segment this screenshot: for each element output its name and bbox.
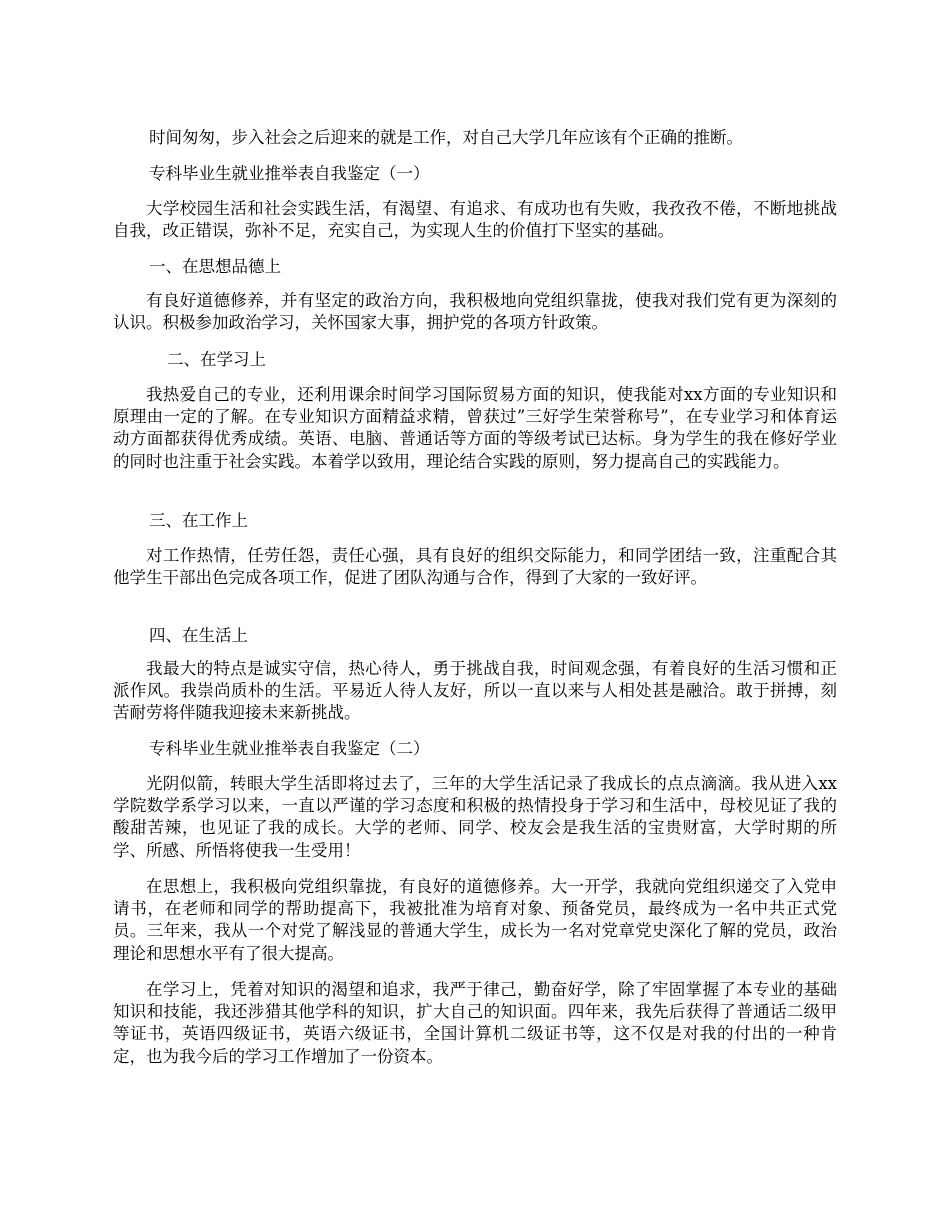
intro-line: 时间匆匆，步入社会之后迎来的就是工作，对自己大学几年应该有个正确的推断。 bbox=[149, 128, 743, 147]
paragraph-1: 大学校园生活和社会实践生活，有渴望、有追求、有成功也有失败，我孜孜不倦，不断地挑战自我，改正错误，弥补不足，充实自己，为实现人生的价值打下坚实的基础。 bbox=[113, 199, 837, 241]
paragraph-8: 在学习上，凭着对知识的渴望和追求，我严于律己，勤奋好学，除了牢固掌握了本专业的基础知识和技能，我还涉猎其他学科的知识，扩大自己的知识面。四年来，我先后获得了普通话二级甲等证书，英语四级证书，英语六级证书，全国计算机二级证书等，这不仅是对我的付出的一种肯定，也为我今后的学习工作增加了一份资本。 bbox=[113, 980, 837, 1066]
paragraph-6: 光阴似箭，转眼大学生活即将过去了，三年的大学生活记录了我成长的点点滴滴。我从进入xx学院数学系学习以来，一直以严谨的学习态度和积极的热情投身于学习和生活中，母校见证了我的酸甜苦辣，也见证了我的成长。大学的老师、同学、校友会是我生活的宝贵财富，大学时期的所学、所感、所悟将使我一生受用！ bbox=[113, 774, 837, 860]
paragraph-7: 在思想上，我积极向党组织靠拢，有良好的道德修养。大一开学，我就向党组织递交了入党申请书，在老师和同学的帮助提高下，我被批准为培育对象、预备党员，最终成为一名中共正式党员。三年来，我从一个对党了解浅显的普通大学生，成长为一名对党章党史深化了解的党员，政治理论和思想水平有了很大提高。 bbox=[113, 877, 837, 963]
section-title-two: 专科毕业生就业推举表自我鉴定（二） bbox=[149, 739, 430, 758]
paragraph-2: 有良好道德修养，并有坚定的政治方向，我积极地向党组织靠拢，使我对我们党有更为深刻的认识。积极参加政治学习，关怀国家大事，拥护党的各项方针政策。 bbox=[113, 291, 837, 333]
paragraph-5: 我最大的特点是诚实守信，热心待人，勇于挑战自我，时间观念强，有着良好的生活习惯和正派作风。我崇尚质朴的生活。平易近人待人友好，所以一直以来与人相处甚是融洽。敢于拼搏，刻苦耐劳将伴随我迎接未来新挑战。 bbox=[113, 659, 837, 723]
heading-ideology: 一、在思想品德上 bbox=[149, 257, 281, 276]
heading-work: 三、在工作上 bbox=[149, 511, 248, 530]
section-title-one: 专科毕业生就业推举表自我鉴定（一） bbox=[149, 164, 430, 183]
paragraph-3: 我热爱自己的专业，还利用课余时间学习国际贸易方面的知识，使我能对xx方面的专业知识和原理由一定的了解。在专业知识方面精益求精，曾获过”三好学生荣誉称号”，在专业学习和体育运动方面都获得优秀成绩。英语、电脑、普通话等方面的等级考试已达标。身为学生的我在修好学业的同时也注重于社会实践。本着学以致用，理论结合实践的原则，努力提高自己的实践能力。 bbox=[113, 385, 837, 471]
heading-life: 四、在生活上 bbox=[149, 626, 248, 645]
paragraph-4: 对工作热情，任劳任怨，责任心强，具有良好的组织交际能力，和同学团结一致，注重配合其他学生干部出色完成各项工作，促进了团队沟通与合作，得到了大家的一致好评。 bbox=[113, 546, 837, 588]
heading-study: 二、在学习上 bbox=[167, 350, 266, 369]
